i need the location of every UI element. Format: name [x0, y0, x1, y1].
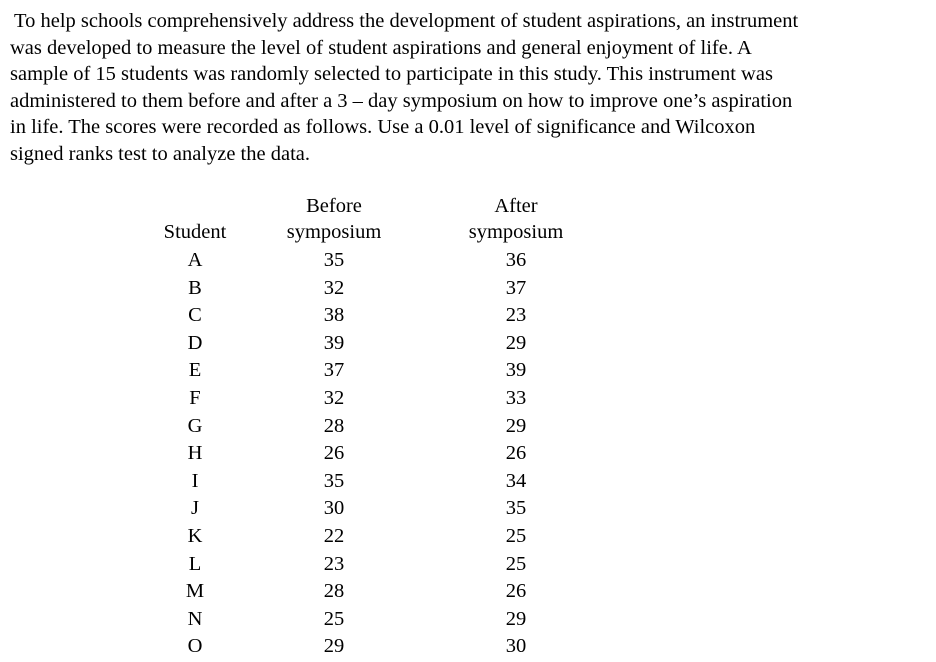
after-score-cell: 35 [505, 497, 527, 520]
student-cell: G [187, 414, 203, 437]
before-score-cell: 35 [323, 249, 345, 271]
student-cell: E [188, 359, 202, 382]
problem-line: signed ranks test to analyze the data. [10, 142, 310, 165]
after-score-cell: 29 [505, 607, 527, 630]
before-score-cell: 29 [323, 635, 345, 658]
student-cell: H [187, 442, 203, 465]
after-score-cell: 26 [505, 580, 527, 603]
before-score-cell: 32 [323, 276, 345, 299]
before-score-cell: 23 [323, 552, 345, 575]
before-score-cell: 38 [323, 304, 345, 327]
after-score-cell: 29 [505, 331, 527, 354]
student-cell: M [185, 580, 205, 603]
after-score-cell: 36 [505, 249, 527, 271]
before-score-cell: 37 [323, 359, 345, 382]
before-header-line1: Before [306, 195, 362, 217]
after-score-cell: 26 [505, 442, 527, 465]
before-score-cell: 22 [323, 525, 345, 547]
student-cell: A [187, 249, 203, 271]
after-score-cell: 30 [505, 635, 527, 658]
before-score-cell: 30 [323, 497, 345, 520]
after-score-cell: 25 [505, 525, 527, 547]
student-cell: I [191, 469, 199, 492]
after-score-cell: 23 [505, 304, 527, 327]
after-score-cell: 25 [505, 552, 527, 575]
before-score-cell: 25 [323, 607, 345, 630]
before-score-cell: 28 [323, 414, 345, 437]
before-score-cell: 39 [323, 331, 345, 354]
before-score-cell: 35 [323, 469, 345, 492]
before-score-cell: 28 [323, 580, 345, 603]
after-score-cell: 34 [505, 469, 527, 492]
problem-line: was developed to measure the level of student aspirations and general enjoyment of life. A [10, 36, 752, 59]
after-header-line1: After [494, 195, 538, 217]
before-header-line2: symposium [286, 221, 382, 243]
student-header: Student [163, 221, 227, 243]
student-cell: J [191, 497, 199, 520]
student-cell: K [187, 525, 203, 547]
before-score-cell: 32 [323, 387, 345, 409]
problem-statement [10, 8, 910, 168]
student-cell: B [188, 276, 202, 299]
after-score-cell: 29 [505, 414, 527, 437]
after-score-cell: 37 [505, 276, 527, 299]
after-score-cell: 33 [505, 387, 527, 409]
problem-line: in life. The scores were recorded as follows. Use a 0.01 level of significance and Wilcoxon [10, 116, 756, 139]
student-cell: F [189, 387, 201, 409]
after-score-cell: 39 [505, 359, 527, 382]
student-cell: N [187, 607, 203, 630]
before-score-cell: 26 [323, 442, 345, 465]
student-cell: C [188, 304, 202, 327]
problem-line: administered to them before and after a 3 – day symposium on how to improve one’s aspiration [10, 89, 793, 112]
problem-line: To help schools comprehensively address the development of student aspirations, an instrument [14, 10, 799, 32]
after-header-line2: symposium [468, 221, 564, 243]
problem-line: sample of 15 students was randomly selected to participate in this study. This instrument was [10, 63, 773, 86]
student-cell: L [188, 552, 202, 575]
student-cell: D [187, 331, 203, 354]
student-cell: O [187, 635, 203, 658]
